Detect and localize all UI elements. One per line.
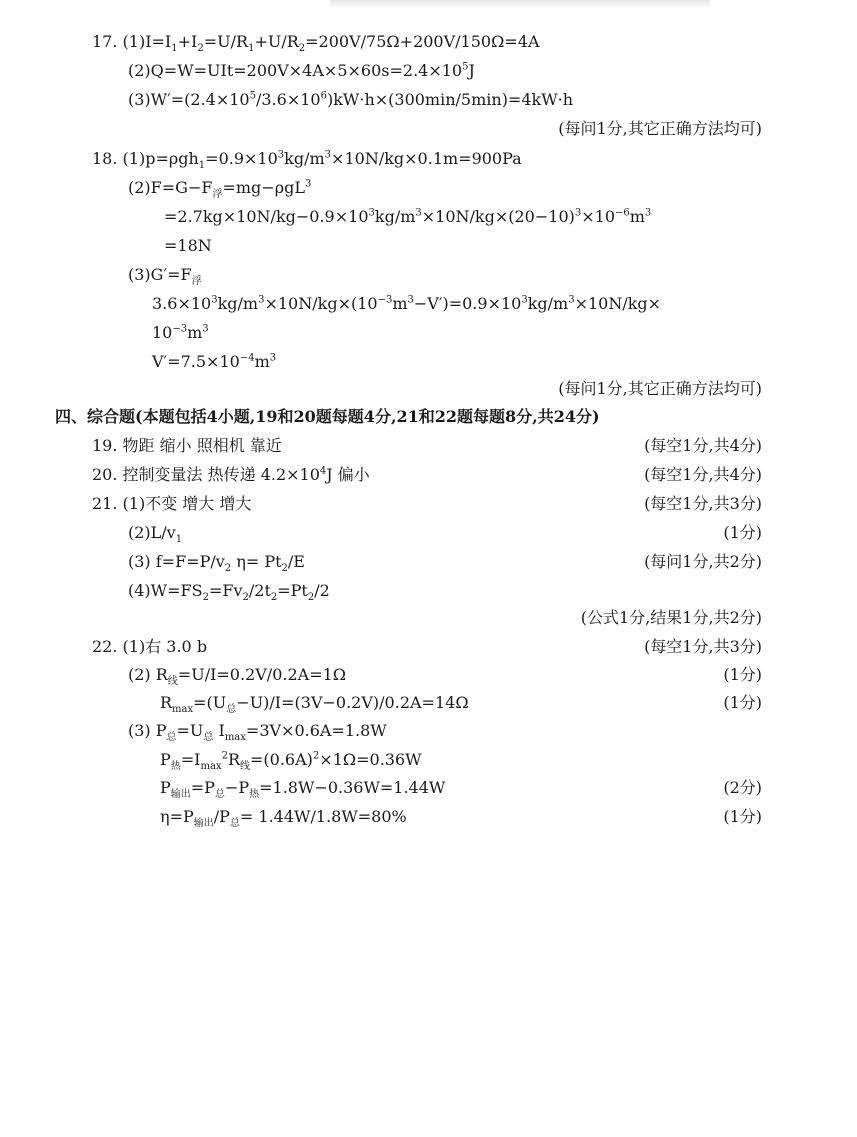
q22-line-6: $P_{输出}=P_总-P_热=1.8W-0.36W=1.44W$ [160,778,446,801]
q18-line-4: =18N [164,236,212,255]
q18-line-6: $3.6\times 10^3kg/m^3\times 10N/kg\times(10^{-3}m^3-V')=0.9\times 10^3kg/m^3\times 10N/kg\times$ [152,294,662,313]
q22-line-3-score: (1分) [723,693,762,712]
q18-line-8: $V'=7.5\times 10^{-4}m^3$ [152,352,277,371]
q21-line-3-score: (每问1分,共2分) [644,552,762,571]
q21-line-4: $(4)W=FS_2=Fv_2/2t_2=Pt_2/2$ [128,581,330,604]
q18-score-note: (每问1分,其它正确方法均可) [558,379,762,398]
q22-line-1-score: (每空1分,共3分) [644,637,762,656]
q17-line-2: $(2)Q=W=UIt=200V\times 4A\times 5\times 60s=2.4\times 10^5J$ [128,61,475,80]
q21-line-3: (3) $f=F=P/v_2$ $\eta= Pt_2/E$ [128,552,305,575]
q22-line-7-score: (1分) [723,807,762,826]
q18-line-7: $10^{-3}m^3$ [152,323,209,342]
q17-score-note: (每问1分,其它正确方法均可) [558,119,762,138]
q18-line-5: $(3)G'=F_浮$ [128,265,202,288]
q17-line-3: $(3)W'=(2.4\times 10^5/3.6\times 10^6)kW\cdot h\times(300\min/5\min)=4kW\cdot h$ [128,90,574,109]
q22-line-5: $P_热=I_{max}^2R_线=(0.6A)^2\times 1\Omega=0.36W$ [160,750,422,773]
q21-score-note: (公式1分,结果1分,共2分) [580,608,762,627]
section-4-heading: 四、综合题(本题包括4小题,19和20题每题4分,21和22题每题8分,共24分) [55,407,600,426]
q21-line-1: 21. (1)不变 增大 增大 [92,494,252,513]
q17-line-1: 17. $(1)I=I_1+I_2=U/R_1+U/R_2=200V/75\Omega+200V/150\Omega=4A$ [92,32,540,55]
q22-line-2: (2) $R_线=U/I=0.2V/0.2A=1\Omega$ [128,665,347,688]
q18-line-3: $=2.7kg\times 10N/kg-0.9\times 10^3kg/m^3\times 10N/kg\times(20-10)^3\times 10^{-6}m^3$ [164,207,652,226]
q19-score: (每空1分,共4分) [644,436,762,455]
q21-line-1-score: (每空1分,共3分) [644,494,762,513]
q20-line: 20. 控制变量法 热传递 $4.2\times 10^4J$ 偏小 [92,465,370,484]
q22-line-2-score: (1分) [723,665,762,684]
q21-line-2-score: (1分) [723,523,762,542]
q20-score: (每空1分,共4分) [644,465,762,484]
scan-edge-shadow [330,0,710,8]
q19-line: 19. 物距 缩小 照相机 靠近 [92,436,282,455]
q21-line-2: $(2)L/v_1$ [128,523,183,546]
q22-line-4: (3) $P_总=U_总$ $I_{max}=3V\times 0.6A=1.8W$ [128,721,387,744]
q18-line-1: 18. $(1)p=\rho gh_1=0.9\times 10^3kg/m^3\times 10N/kg\times 0.1m=900Pa$ [92,149,522,172]
q18-line-2: $(2)F=G-F_浮=mg-\rho gL^3$ [128,178,312,201]
q22-line-7: $\eta=P_{输出}/P_总= 1.44W/1.8W=80\%$ [160,807,407,830]
q22-line-6-score: (2分) [723,778,762,797]
q22-line-3: $R_{max}=(U_总-U)/I=(3V-0.2V)/0.2A=14\Omega$ [160,693,469,716]
q22-line-1: 22. (1)右 3.0 b [92,637,208,656]
